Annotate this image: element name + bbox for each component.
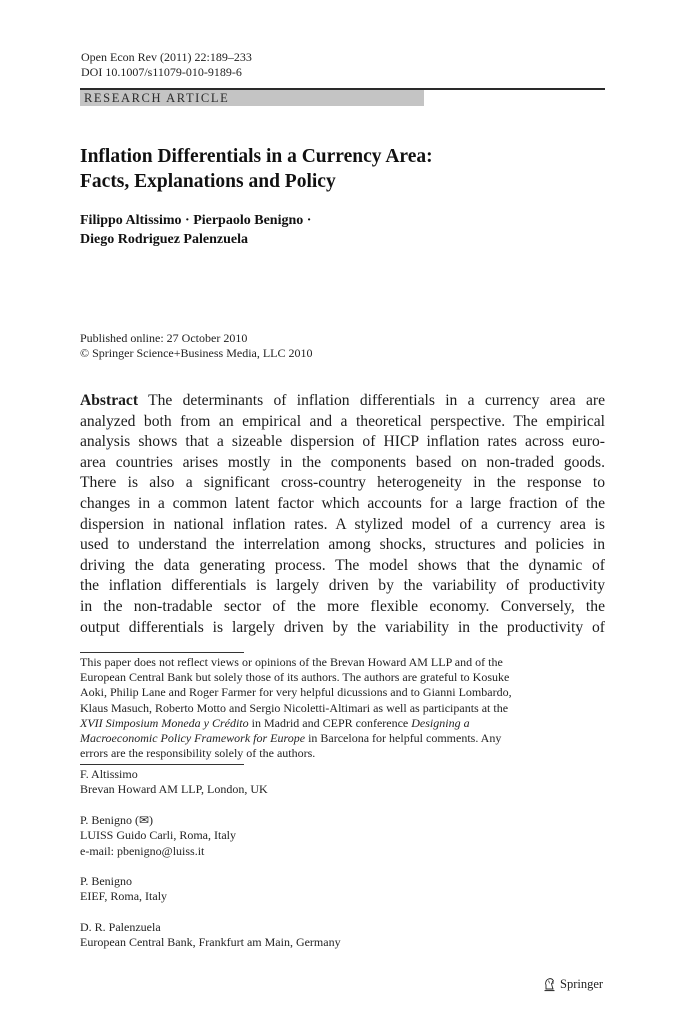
affiliation-author: P. Benigno xyxy=(80,874,133,888)
affiliation-rule xyxy=(80,764,244,765)
conference-name: XVII Simposium Moneda y Crédito xyxy=(80,715,249,730)
footnote-line: European Central Bank but solely those of its authors. The authors are grateful to Kosuke xyxy=(80,670,510,685)
conference-title: Designing a xyxy=(411,715,470,730)
author-list xyxy=(80,211,620,249)
abstract-line: used to understand the interrelation among shocks, structures and policies in xyxy=(80,536,605,554)
affiliation-author: P. Benigno (✉) xyxy=(80,813,154,827)
doi[interactable]: DOI 10.1007/s11079-010-9189-6 xyxy=(81,65,242,79)
published-online: Published online: 27 October 2010 xyxy=(80,331,248,345)
title-line-2: Facts, Explanations and Policy xyxy=(80,171,336,192)
copyright: © Springer Science+Business Media, LLC 2010 xyxy=(80,346,313,360)
abstract-line: in the non-tradable sector of the more flexible economy. Conversely, the xyxy=(80,597,605,615)
abstract-line: area countries arises mostly in the components based on non-traded goods. xyxy=(80,453,605,471)
corresponding-email[interactable]: e-mail: pbenigno@luiss.it xyxy=(80,843,205,858)
abstract-line: analyzed both from an empirical and a theoretical perspective. The empirical xyxy=(80,412,605,430)
abstract-line: dispersion in national inflation rates. A stylized model of a currency area is xyxy=(80,515,605,533)
footnote-line: errors are the responsibility solely of the authors. xyxy=(80,746,316,761)
footnote-line: XVII Simposium Moneda y Crédito in Madrid and CEPR conference Designing a xyxy=(80,715,470,730)
abstract-line: There is also a significant cross-country heterogeneity in the response to xyxy=(80,474,605,492)
footnote-line: Aoki, Philip Lane and Roger Farmer for very helpful dicussions and to Gianni Lombardo, xyxy=(80,685,512,700)
authors-line-2: Diego Rodriguez Palenzuela xyxy=(80,232,248,247)
abstract-line: the inflation differentials is largely driven by the variability of productivity xyxy=(80,577,605,595)
publisher-logo xyxy=(543,976,603,992)
paper-title xyxy=(80,144,620,194)
article-type: RESEARCH ARTICLE xyxy=(84,91,230,105)
affiliation-author: D. R. Palenzuela xyxy=(80,920,161,934)
abstract-line: changes in a common latent factor which accounts for a large fraction of the xyxy=(80,494,605,512)
affiliation-altissimo xyxy=(80,767,480,798)
authors-line-1: Filippo Altissimo · Pierpaolo Benigno · xyxy=(80,213,312,228)
abstract-line: driving the data generating process. The model shows that the dynamic of xyxy=(80,556,605,574)
abstract-line: Abstract The determinants of inflation differentials in a currency area are xyxy=(80,392,605,409)
affiliation-palenzuela xyxy=(80,920,480,951)
publisher-name: Springer xyxy=(560,977,604,991)
title-line-1: Inflation Differentials in a Currency Area: xyxy=(80,146,433,167)
footnote-line: Macroeconomic Policy Framework for Europe in Barcelona for helpful comments. Any xyxy=(80,731,502,746)
footnote-line: This paper does not reflect views or opinions of the Brevan Howard AM LLP and of the xyxy=(80,655,503,669)
affiliation-institution: LUISS Guido Carli, Roma, Italy xyxy=(80,828,236,843)
affiliation-institution: EIEF, Roma, Italy xyxy=(80,889,168,904)
affiliation-benigno-luiss xyxy=(80,813,480,859)
affiliation-author: F. Altissimo xyxy=(80,767,138,781)
abstract-line: analysis shows that a sizeable dispersion of HICP inflation rates across euro- xyxy=(80,433,605,451)
abstract xyxy=(80,391,605,638)
affiliation-institution: European Central Bank, Frankfurt am Main, Germany xyxy=(80,935,341,950)
footnote-line: Klaus Masuch, Roberto Motto and Sergio Nicoletti-Altimari as well as participants at the xyxy=(80,700,509,715)
abstract-label: Abstract xyxy=(80,392,139,409)
affiliation-institution: Brevan Howard AM LLP, London, UK xyxy=(80,782,268,797)
conference-title-cont: Macroeconomic Policy Framework for Europe xyxy=(80,731,306,746)
journal-citation: Open Econ Rev (2011) 22:189–233 xyxy=(81,50,252,64)
acknowledgement-footnote xyxy=(80,655,610,761)
springer-horse-icon xyxy=(543,977,556,992)
footnote-rule xyxy=(80,652,244,653)
abstract-line: output differentials is largely driven by the variability in the productivity of xyxy=(80,618,605,636)
affiliation-benigno-eief xyxy=(80,874,480,905)
